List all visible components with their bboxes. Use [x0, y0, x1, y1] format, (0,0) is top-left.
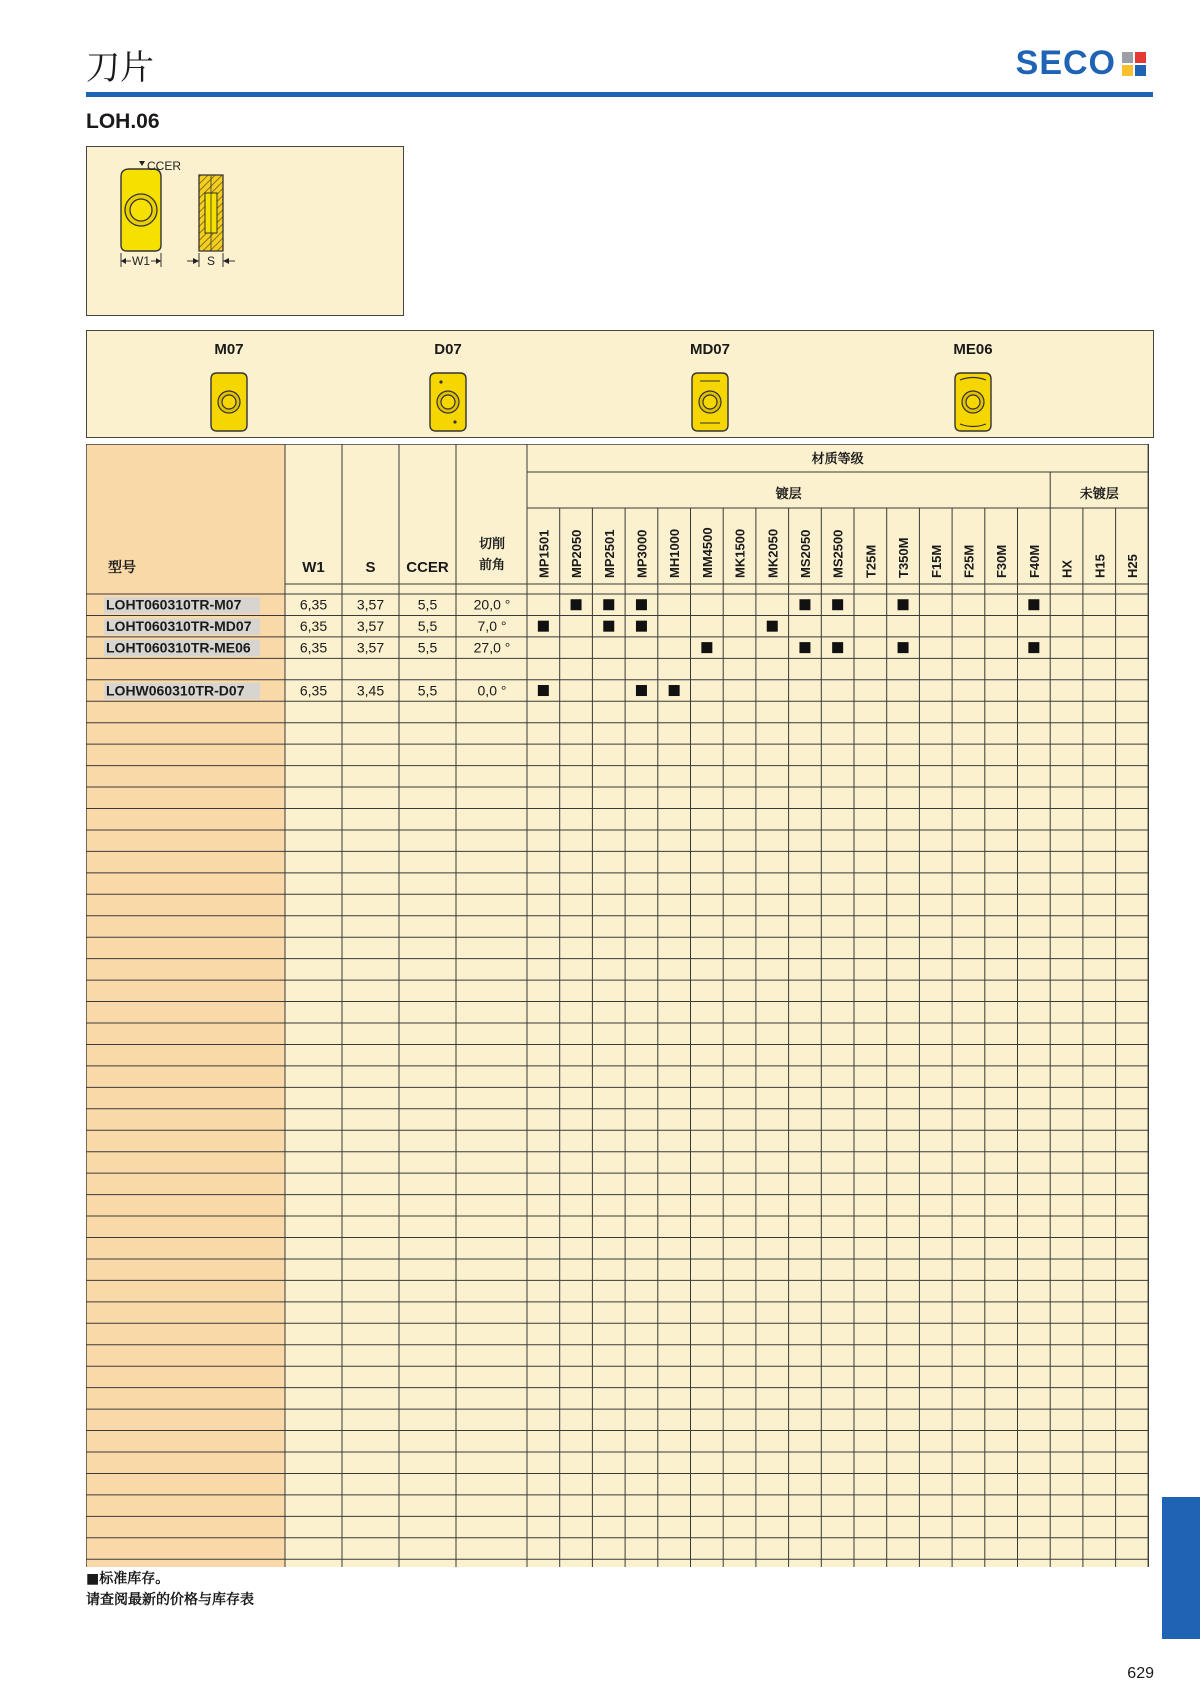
grade-table	[86, 444, 1156, 1572]
variant-me06	[933, 331, 1013, 435]
stock-mark-mp1501	[538, 685, 549, 696]
grade-header-mp2501: MP2501	[601, 529, 617, 578]
stock-mark-ms2050	[799, 642, 810, 653]
header-model: 型号	[108, 559, 136, 575]
row-w1: 6,35	[299, 596, 328, 613]
insert-m07-icon	[207, 371, 251, 433]
header-rake: 切削	[478, 536, 506, 551]
grade-header-mm4500: MM4500	[699, 527, 715, 578]
page-number: 629	[1127, 1665, 1154, 1682]
dimension-diagram	[86, 146, 404, 316]
logo-mark-icon	[1122, 52, 1146, 76]
row-w1: 6,35	[299, 682, 328, 699]
header-coated: 镀层	[775, 486, 802, 501]
page-title: 刀片	[86, 48, 154, 88]
grade-header-mp2050: MP2050	[569, 529, 585, 578]
variant-d07	[408, 331, 488, 435]
insert-dimension-drawing	[87, 147, 403, 315]
stock-mark-f40m	[1028, 599, 1039, 610]
header-ccer: CCER	[406, 559, 449, 576]
stock-mark-mp3000	[636, 621, 647, 632]
row-w1: 6,35	[299, 618, 328, 635]
ccer-label: CCER	[147, 159, 182, 173]
stock-mark-mp2501	[603, 599, 614, 610]
stock-mark-ms2500	[832, 642, 843, 653]
row-rake: 0,0 °	[477, 682, 507, 699]
grade-header-mp3000: MP3000	[634, 529, 650, 578]
header-uncoated: 未镀层	[1079, 486, 1119, 501]
row-rake: 20,0 °	[473, 596, 511, 613]
insert-variants-strip	[86, 330, 1154, 438]
header-w1: W1	[302, 559, 325, 576]
stock-mark-ms2050	[799, 599, 810, 610]
row-s: 3,57	[356, 596, 385, 613]
row-ccer: 5,5	[417, 682, 438, 699]
row-model: LOHT060310TR-MD07	[106, 618, 252, 635]
stock-mark-mm4500	[701, 642, 712, 653]
grade-header-ms2050: MS2050	[797, 529, 813, 578]
stock-mark-mh1000	[669, 685, 680, 696]
seco-logo	[1016, 44, 1146, 83]
chapter-side-tab	[1162, 1497, 1200, 1639]
legend-stock	[86, 1569, 254, 1590]
grade-header-f25m: F25M	[961, 544, 977, 578]
grade-header-mp1501: MP1501	[536, 529, 552, 578]
grade-table-grid	[86, 444, 1156, 1567]
s-label: S	[207, 254, 216, 268]
row-s: 3,57	[356, 618, 385, 635]
legend-stock-text: 标准库存。	[99, 1571, 170, 1587]
variant-md07	[670, 331, 750, 435]
grade-header-f40m: F40M	[1026, 544, 1042, 578]
w1-label: W1	[132, 254, 150, 268]
grade-header-f15m: F15M	[928, 544, 944, 578]
grade-header-h15: H15	[1092, 554, 1108, 578]
cells-bg	[285, 444, 1148, 1567]
row-model: LOHT060310TR-M07	[106, 596, 242, 613]
row-w1: 6,35	[299, 639, 328, 656]
grade-header-ms2500: MS2500	[830, 529, 846, 578]
variant-label: M07	[214, 341, 244, 358]
header-rake: 前角	[478, 557, 506, 572]
row-ccer: 5,5	[417, 639, 438, 656]
stock-mark-ms2500	[832, 599, 843, 610]
row-ccer: 5,5	[417, 596, 438, 613]
stock-mark-mp2050	[571, 599, 582, 610]
legend-price-note: 请查阅最新的价格与库存表	[86, 1592, 254, 1608]
grade-header-hx: HX	[1059, 559, 1075, 578]
row-rake: 7,0 °	[477, 618, 507, 635]
legend	[86, 1569, 254, 1611]
header-material-grades: 材质等级	[811, 451, 864, 466]
variant-label: MD07	[689, 341, 730, 358]
row-model: LOHT060310TR-ME06	[106, 639, 251, 656]
grade-header-f30m: F30M	[994, 544, 1010, 578]
insert-d07-icon	[426, 371, 470, 433]
header-s: S	[365, 559, 376, 576]
stock-mark-t350m	[898, 599, 909, 610]
stock-mark-t350m	[898, 642, 909, 653]
variant-label: D07	[434, 341, 462, 358]
stock-mark-f40m	[1028, 642, 1039, 653]
grade-header-mk1500: MK1500	[732, 528, 748, 578]
grade-header-t25m: T25M	[863, 544, 879, 578]
stock-mark-mp1501	[538, 621, 549, 632]
stock-mark-icon: ■	[86, 1571, 100, 1587]
grade-header-h25: H25	[1124, 554, 1140, 578]
row-rake: 27,0 °	[473, 639, 511, 656]
logo-text: SECO	[1015, 44, 1116, 82]
row-s: 3,57	[356, 639, 385, 656]
grade-header-mh1000: MH1000	[667, 528, 683, 578]
title-rule	[86, 92, 1153, 97]
insert-md07-icon	[688, 371, 732, 433]
grade-header-mk2050: MK2050	[765, 528, 781, 578]
section-code: LOH.06	[86, 110, 160, 133]
row-ccer: 5,5	[417, 618, 438, 635]
grade-header-t350m: T350M	[896, 537, 912, 578]
row-s: 3,45	[356, 682, 385, 699]
variant-m07	[189, 331, 269, 435]
insert-me06-icon	[951, 371, 995, 433]
stock-mark-mp3000	[636, 599, 647, 610]
row-model: LOHW060310TR-D07	[106, 682, 245, 699]
variant-label: ME06	[953, 341, 993, 358]
stock-mark-mk2050	[767, 621, 778, 632]
stock-mark-mp2501	[603, 621, 614, 632]
stock-mark-mp3000	[636, 685, 647, 696]
